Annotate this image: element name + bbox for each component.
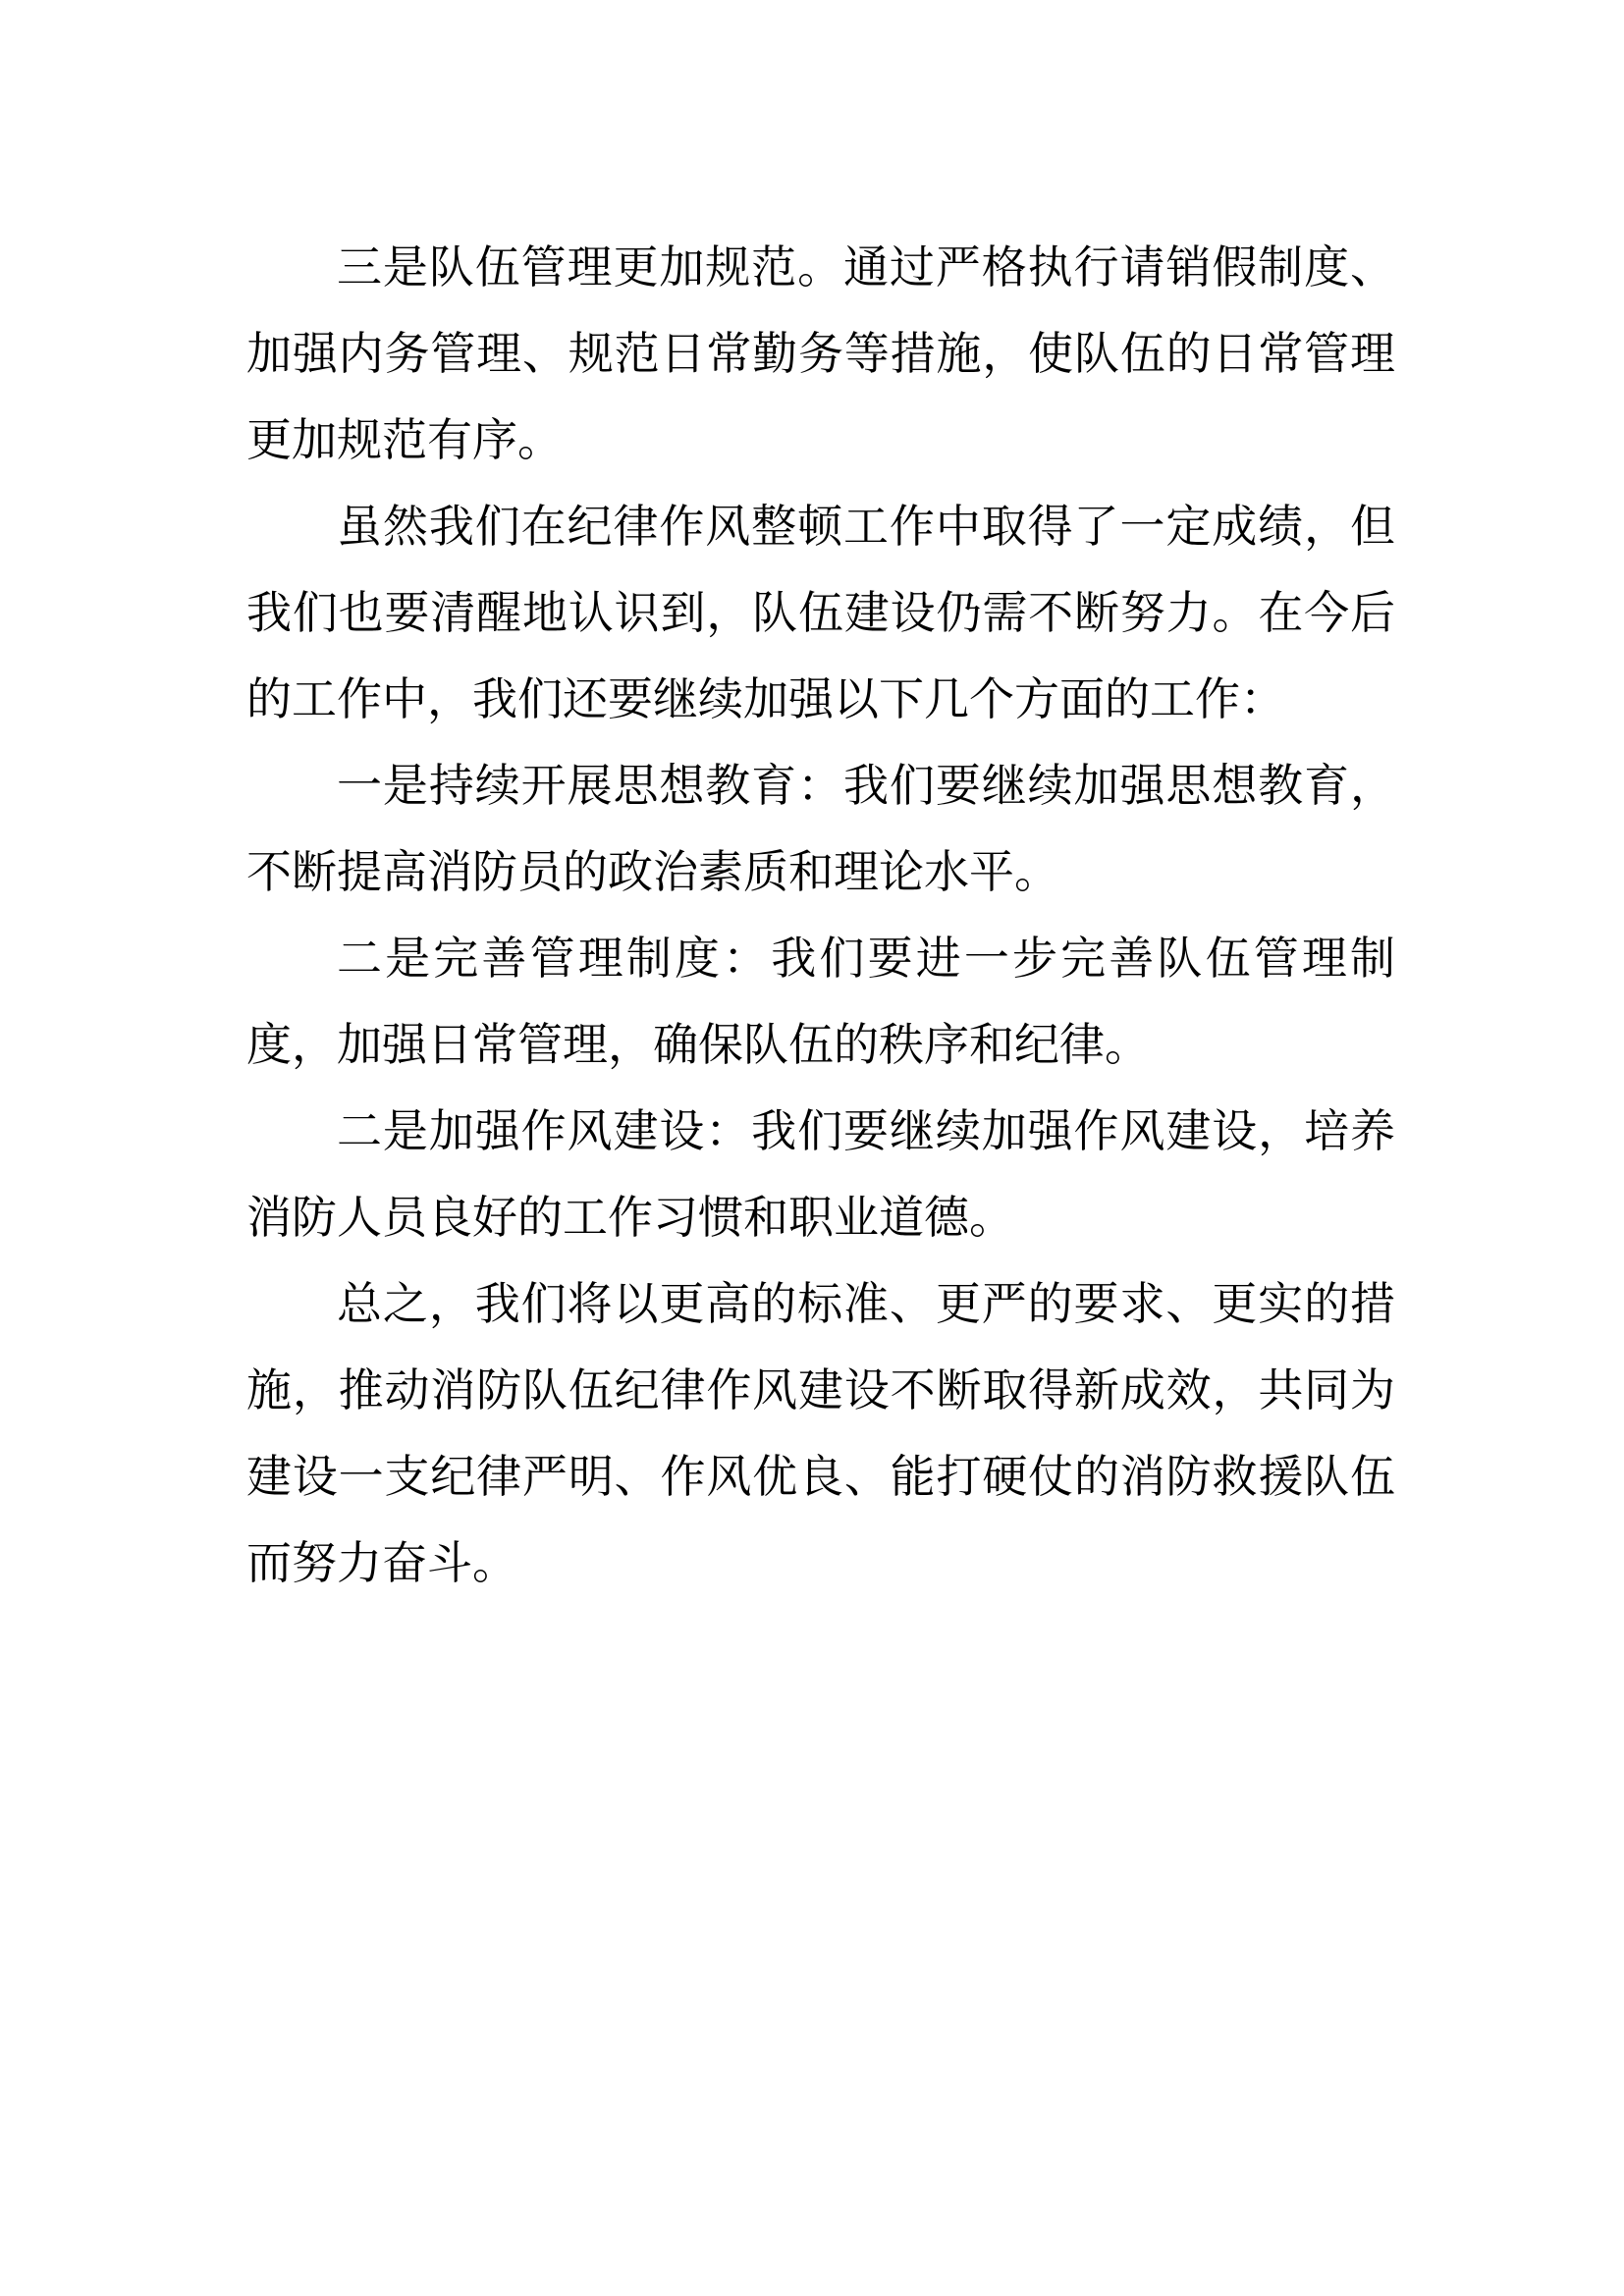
paragraph-ideological-education: 一是持续开展思想教育：我们要继续加强思想教育，不断提高消防员的政治素质和理论水平。 (246, 759, 1395, 898)
paragraph-conclusion: 总之，我们将以更高的标准、更严的要求、更实的措施，推动消防队伍纪律作风建设不断取得新成效，共同为建设一支纪律严明、作风优良、能打硬仗的消防救援队伍而努力奋斗。 (246, 1277, 1395, 1589)
document-body (246, 224, 1395, 1606)
paragraph-team-management: 三是队伍管理更加规范。通过严格执行请销假制度、加强内务管理、规范日常勤务等措施，使队伍的日常管理更加规范有序。 (246, 240, 1395, 466)
paragraph-management-system: 二是完善管理制度：我们要进一步完善队伍管理制度，加强日常管理，确保队伍的秩序和纪律。 (246, 932, 1395, 1071)
paragraph-future-work-intro: 虽然我们在纪律作风整顿工作中取得了一定成绩，但我们也要清醒地认识到，队伍建设仍需不断努力。在今后的工作中，我们还要继续加强以下几个方面的工作： (246, 500, 1395, 725)
paragraph-work-style: 二是加强作风建设：我们要继续加强作风建设，培养消防人员良好的工作习惯和职业道德。 (246, 1104, 1395, 1244)
